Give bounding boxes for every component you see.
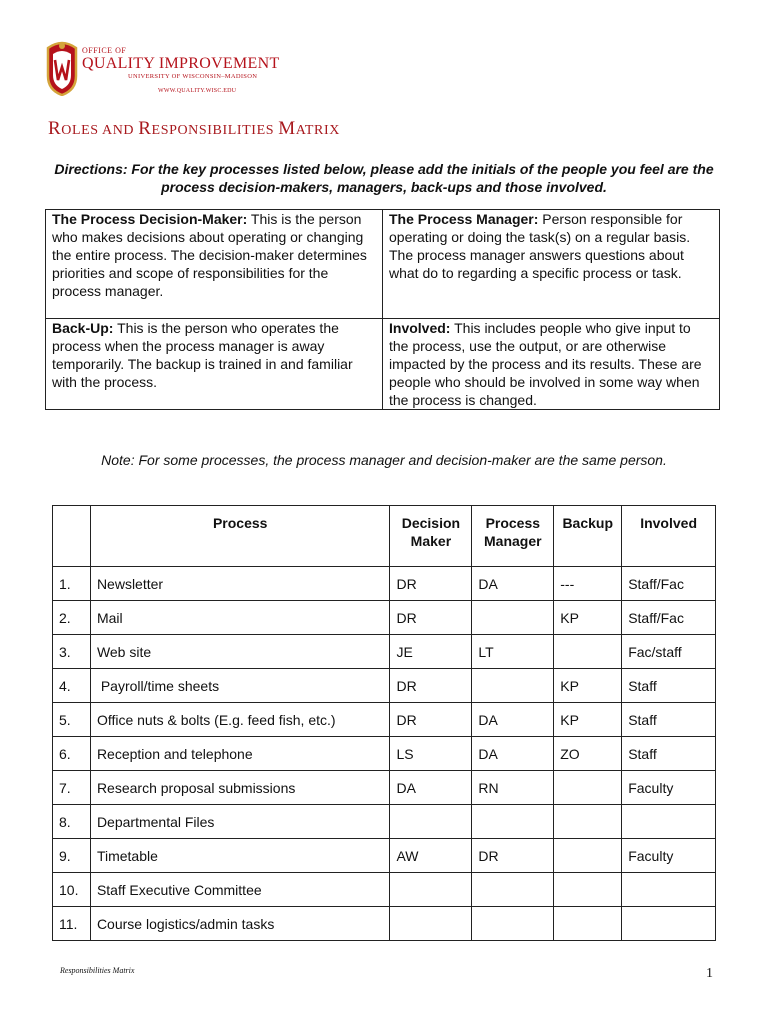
- cell-decision-maker: DR: [390, 669, 472, 703]
- cell-involved: [622, 873, 716, 907]
- cell-process: Newsletter: [90, 567, 390, 601]
- cell-backup: [554, 873, 622, 907]
- header-process-manager: Process Manager: [472, 506, 554, 567]
- cell-backup: [554, 805, 622, 839]
- cell-backup: ---: [554, 567, 622, 601]
- header-row-number: [53, 506, 91, 567]
- directions-text: Directions: For the key processes listed below, please add the initials of the people you feel are the process decision-makers, managers, back-ups and those involved.: [54, 161, 714, 195]
- cell-process: Research proposal submissions: [90, 771, 390, 805]
- cell-process: Office nuts & bolts (E.g. feed fish, etc.): [90, 703, 390, 737]
- cell-decision-maker: DR: [390, 703, 472, 737]
- cell-decision-maker: DR: [390, 567, 472, 601]
- table-row: [53, 873, 716, 907]
- header-involved: Involved: [622, 506, 716, 567]
- table-row: [53, 805, 716, 839]
- cell-row-number: 10.: [53, 873, 91, 907]
- cell-row-number: 9.: [53, 839, 91, 873]
- cell-row-number: 8.: [53, 805, 91, 839]
- cell-backup: KP: [554, 703, 622, 737]
- cell-decision-maker: [390, 805, 472, 839]
- cell-process: Timetable: [90, 839, 390, 873]
- cell-involved: Staff: [622, 703, 716, 737]
- header-process: Process: [90, 506, 390, 567]
- cell-backup: [554, 771, 622, 805]
- table-row: [53, 771, 716, 805]
- note-text: Note: For some processes, the process manager and decision-maker are the same person.: [101, 452, 667, 468]
- cell-process: Mail: [90, 601, 390, 635]
- table-row: [53, 703, 716, 737]
- cell-row-number: 5.: [53, 703, 91, 737]
- page-number: 1: [706, 966, 713, 981]
- header-backup: Backup: [554, 506, 622, 567]
- table-row: [53, 601, 716, 635]
- cell-involved: [622, 907, 716, 941]
- cell-process: Payroll/time sheets: [90, 669, 390, 703]
- office-logo: [44, 40, 284, 102]
- cell-row-number: 7.: [53, 771, 91, 805]
- header-decision-maker: Decision Maker: [390, 506, 472, 567]
- cell-backup: KP: [554, 601, 622, 635]
- cell-backup: ZO: [554, 737, 622, 771]
- cell-decision-maker: LS: [390, 737, 472, 771]
- cell-decision-maker: AW: [390, 839, 472, 873]
- cell-backup: [554, 907, 622, 941]
- logo-url-text: WWW.QUALITY.WISC.EDU: [158, 88, 237, 94]
- document-title: ROLES AND RESPONSIBILITIES MATRIX: [48, 118, 340, 139]
- table-row: [53, 669, 716, 703]
- definition-back-up: Back-Up: This is the person who operates the process when the process manager is away temporarily. The backup is trained in and familiar with the process.: [46, 319, 383, 410]
- cell-process-manager: [472, 669, 554, 703]
- cell-involved: Staff/Fac: [622, 601, 716, 635]
- cell-backup: [554, 635, 622, 669]
- responsibilities-matrix: [52, 505, 716, 941]
- cell-row-number: 3.: [53, 635, 91, 669]
- cell-decision-maker: JE: [390, 635, 472, 669]
- cell-decision-maker: DR: [390, 601, 472, 635]
- table-row: [53, 635, 716, 669]
- cell-involved: Staff: [622, 737, 716, 771]
- cell-row-number: 6.: [53, 737, 91, 771]
- cell-decision-maker: [390, 907, 472, 941]
- logo-name-text: QUALITY IMPROVEMENT: [82, 55, 280, 72]
- cell-row-number: 1.: [53, 567, 91, 601]
- logo-office-text: OFFICE OF: [82, 46, 127, 55]
- matrix-header-row: [53, 506, 716, 567]
- cell-involved: Faculty: [622, 771, 716, 805]
- cell-process-manager: DR: [472, 839, 554, 873]
- cell-process: Staff Executive Committee: [90, 873, 390, 907]
- cell-involved: [622, 805, 716, 839]
- table-row: [53, 567, 716, 601]
- cell-process: Departmental Files: [90, 805, 390, 839]
- table-row: [53, 839, 716, 873]
- table-row: [53, 737, 716, 771]
- cell-row-number: 11.: [53, 907, 91, 941]
- footer-label: Responsibilities Matrix: [60, 966, 135, 975]
- cell-involved: Staff/Fac: [622, 567, 716, 601]
- cell-process-manager: [472, 601, 554, 635]
- definition-process-manager: The Process Manager: Person responsible for operating or doing the task(s) on a regular basis. The process manager answers questions about what do to regarding a specific process or task.: [383, 210, 720, 319]
- logo-university-text: UNIVERSITY OF WISCONSIN–MADISON: [128, 73, 258, 80]
- definitions-table: [45, 209, 720, 410]
- cell-decision-maker: DA: [390, 771, 472, 805]
- cell-involved: Faculty: [622, 839, 716, 873]
- cell-process-manager: DA: [472, 737, 554, 771]
- uw-crest-icon: [44, 40, 80, 96]
- cell-backup: [554, 839, 622, 873]
- cell-involved: Staff: [622, 669, 716, 703]
- table-row: [53, 907, 716, 941]
- definition-decision-maker: The Process Decision-Maker: This is the person who makes decisions about operating or changing the entire process. The decision-maker determines priorities and scope of responsibilities for the process manager.: [46, 210, 383, 319]
- cell-process-manager: [472, 805, 554, 839]
- cell-process-manager: [472, 873, 554, 907]
- cell-backup: KP: [554, 669, 622, 703]
- cell-row-number: 2.: [53, 601, 91, 635]
- cell-process: Course logistics/admin tasks: [90, 907, 390, 941]
- cell-process-manager: DA: [472, 703, 554, 737]
- cell-decision-maker: [390, 873, 472, 907]
- cell-process-manager: RN: [472, 771, 554, 805]
- cell-process-manager: DA: [472, 567, 554, 601]
- cell-row-number: 4.: [53, 669, 91, 703]
- cell-involved: Fac/staff: [622, 635, 716, 669]
- cell-process-manager: LT: [472, 635, 554, 669]
- cell-process: Reception and telephone: [90, 737, 390, 771]
- cell-process: Web site: [90, 635, 390, 669]
- cell-process-manager: [472, 907, 554, 941]
- definition-involved: Involved: This includes people who give input to the process, use the output, or are otherwise impacted by the process and its results. These are people who should be involved in some way when the process is changed.: [383, 319, 720, 410]
